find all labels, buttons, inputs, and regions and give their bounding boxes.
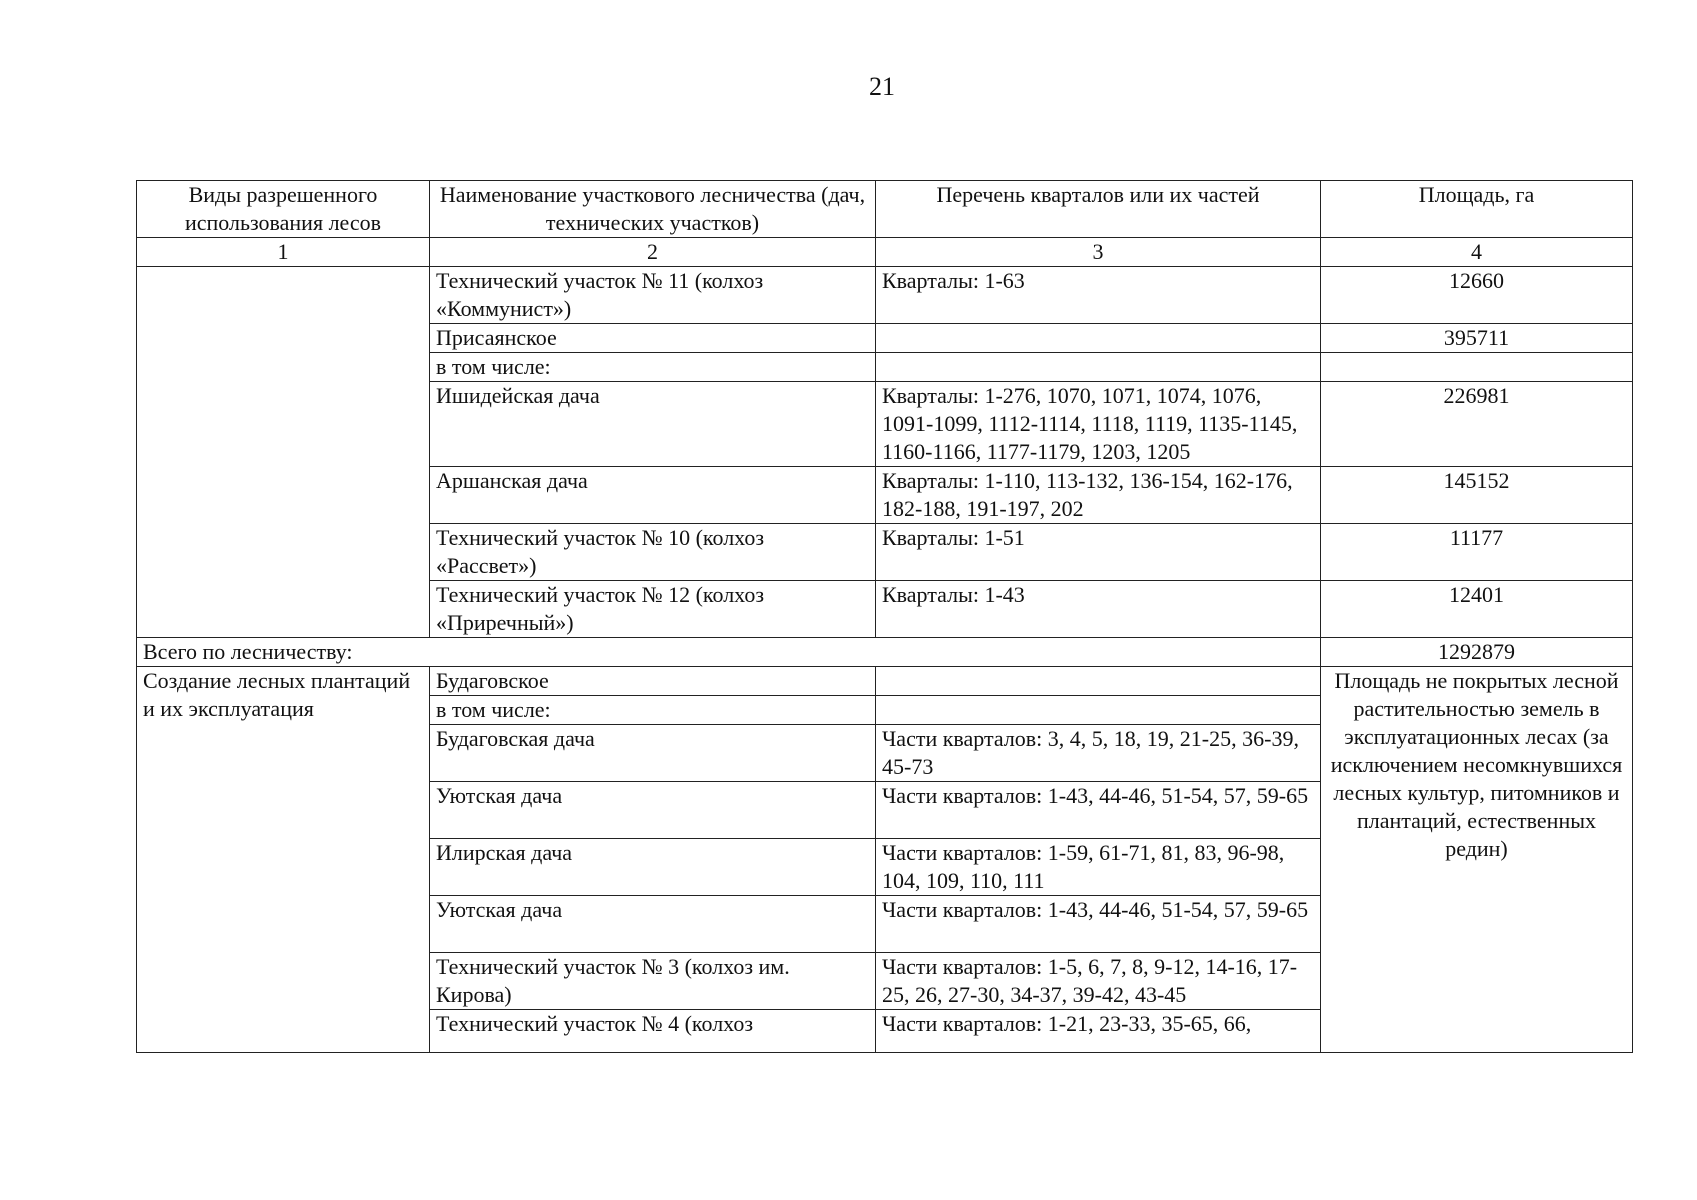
use-type-cell: Создание лесных плантаций и их эксплуатация [137,667,430,1053]
forestry-name: Уютская дача [430,782,876,839]
quarters-list: Части кварталов: 1-21, 23-33, 35-65, 66, [876,1010,1321,1053]
total-value: 1292879 [1321,638,1633,667]
quarters-list: Кварталы: 1-110, 113-132, 136-154, 162-176, 182-188, 191-197, 202 [876,467,1321,524]
forestry-name: Технический участок № 11 (колхоз «Коммунист») [430,267,876,324]
quarters-list: Кварталы: 1-276, 1070, 1071, 1074, 1076, 1091-1099, 1112-1114, 1118, 1119, 1135-1145, 1160-1166, 1177-1179, 1203, 1205 [876,382,1321,467]
area-value: 395711 [1321,324,1633,353]
total-row [137,638,1633,667]
forestry-name: Технический участок № 10 (колхоз «Рассвет») [430,524,876,581]
column-number: 4 [1321,238,1633,267]
forestry-name: в том числе: [430,696,876,725]
quarters-list [876,353,1321,382]
forestry-name: Ишидейская дача [430,382,876,467]
quarters-list [876,667,1321,696]
quarters-list: Части кварталов: 1-43, 44-46, 51-54, 57, 59-65 [876,782,1321,839]
area-value: 145152 [1321,467,1633,524]
quarters-list: Части кварталов: 1-5, 6, 7, 8, 9-12, 14-16, 17- 25, 26, 27-30, 34-37, 39-42, 43-45 [876,953,1321,1010]
forestry-name: Присаянское [430,324,876,353]
area-value: 12660 [1321,267,1633,324]
quarters-list: Кварталы: 1-51 [876,524,1321,581]
column-number-row [137,238,1633,267]
area-value: 11177 [1321,524,1633,581]
table-row [137,267,1633,324]
forest-use-table [136,180,1633,1053]
forestry-name: Илирская дача [430,839,876,896]
header-use-type: Виды разрешенного использования лесов [137,181,430,238]
forestry-name: Технический участок № 4 (колхоз [430,1010,876,1053]
use-type-cell-empty [137,267,430,638]
table-row [137,667,1633,696]
quarters-list: Части кварталов: 3, 4, 5, 18, 19, 21-25, 36-39, 45-73 [876,725,1321,782]
forestry-name: в том числе: [430,353,876,382]
forestry-name: Уютская дача [430,896,876,953]
quarters-list: Кварталы: 1-63 [876,267,1321,324]
page-number: 21 [869,72,895,101]
header-forestry-name: Наименование участкового лесничества (дач, технических участков) [430,181,876,238]
forestry-name: Технический участок № 12 (колхоз «Приречный») [430,581,876,638]
column-number: 3 [876,238,1321,267]
area-value: 12401 [1321,581,1633,638]
header-quarters: Перечень кварталов или их частей [876,181,1321,238]
quarters-list [876,696,1321,725]
forestry-name: Аршанская дача [430,467,876,524]
quarters-list: Части кварталов: 1-59, 61-71, 81, 83, 96-98, 104, 109, 110, 111 [876,839,1321,896]
header-area: Площадь, га [1321,181,1633,238]
quarters-list [876,324,1321,353]
forestry-name: Будаговская дача [430,725,876,782]
area-value [1321,353,1633,382]
header-row [137,181,1633,238]
quarters-list: Части кварталов: 1-43, 44-46, 51-54, 57, 59-65 [876,896,1321,953]
area-value: 226981 [1321,382,1633,467]
total-label: Всего по лесничеству: [137,638,1321,667]
forestry-name: Технический участок № 3 (колхоз им. Кирова) [430,953,876,1010]
forestry-name: Будаговское [430,667,876,696]
column-number: 1 [137,238,430,267]
column-number: 2 [430,238,876,267]
quarters-list: Кварталы: 1-43 [876,581,1321,638]
area-note: Площадь не покрытых лесной растительностью земель в эксплуатационных лесах (за исключением несомкнувшихся лесных культур, питомников и плантаций, естественных редин) [1321,667,1633,1053]
